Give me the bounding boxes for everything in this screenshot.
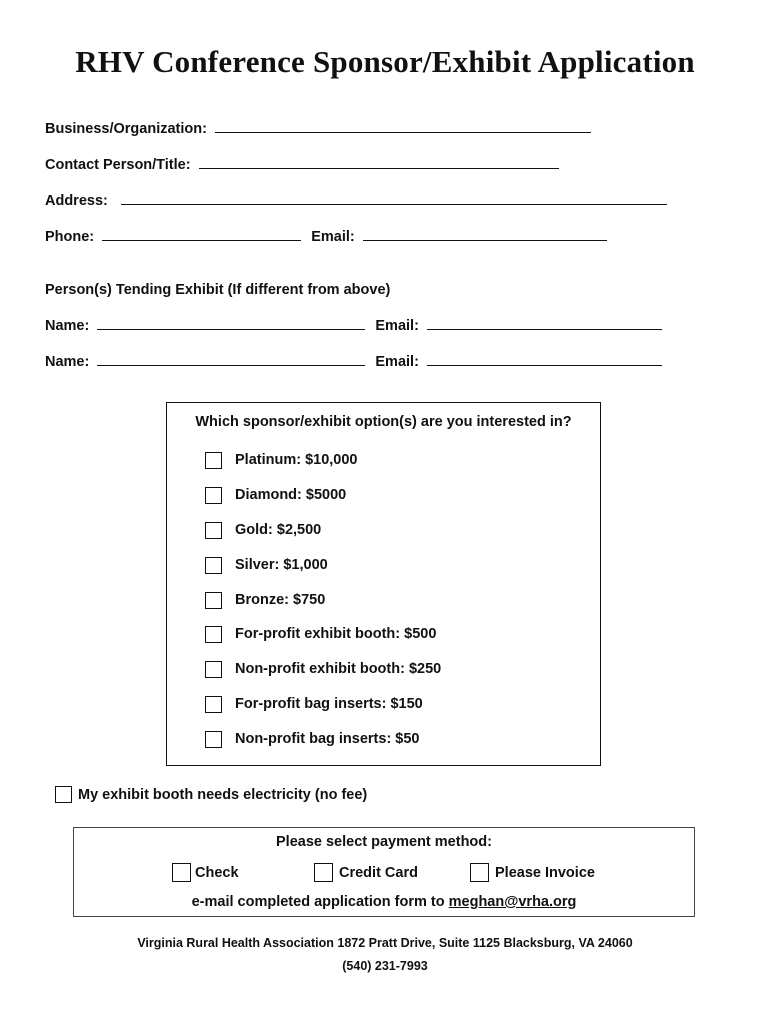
- payment-label: Please Invoice: [495, 864, 595, 881]
- option-platinum[interactable]: [205, 450, 358, 470]
- option-label: Bronze: $750: [235, 592, 326, 608]
- tending-row-1: [45, 317, 662, 334]
- checkbox[interactable]: [470, 863, 489, 882]
- contact-label: Contact Person/Title:: [45, 157, 191, 173]
- payment-check[interactable]: [172, 863, 239, 882]
- email-instruction: [74, 894, 694, 910]
- footer-phone: (540) 231-7993: [342, 959, 428, 973]
- sponsor-options-box: [166, 402, 601, 766]
- email-label: Email:: [375, 354, 419, 370]
- option-label: For-profit exhibit booth: $500: [235, 626, 437, 642]
- footer-address: 1872 Pratt Drive, Suite 1125 Blacksburg, VA 24060: [337, 936, 633, 950]
- payment-title: Please select payment method:: [276, 834, 492, 850]
- option-nonprofit-booth[interactable]: [205, 659, 441, 679]
- email-input-line[interactable]: [427, 353, 662, 366]
- checkbox[interactable]: [205, 592, 222, 609]
- payment-credit-card[interactable]: [314, 863, 418, 882]
- checkbox[interactable]: [205, 452, 222, 469]
- address-row: [45, 192, 667, 209]
- email-input-line[interactable]: [363, 228, 607, 241]
- option-gold[interactable]: [205, 520, 321, 540]
- checkbox[interactable]: [205, 731, 222, 748]
- option-silver[interactable]: [205, 555, 328, 575]
- business-label: Business/Organization:: [45, 121, 207, 137]
- address-input-line[interactable]: [121, 192, 667, 205]
- option-nonprofit-inserts[interactable]: [205, 729, 420, 749]
- phone-label: Phone:: [45, 229, 95, 245]
- payment-invoice[interactable]: [470, 863, 595, 882]
- option-forprofit-inserts[interactable]: [205, 694, 423, 714]
- checkbox[interactable]: [205, 522, 222, 539]
- payment-label: Check: [195, 864, 239, 881]
- payment-label: Credit Card: [339, 864, 418, 881]
- footer-address-line: [0, 936, 770, 950]
- name-label: Name:: [45, 354, 90, 370]
- checkbox[interactable]: [172, 863, 191, 882]
- business-input-line[interactable]: [215, 120, 591, 133]
- option-diamond[interactable]: [205, 485, 346, 505]
- option-forprofit-booth[interactable]: [205, 624, 436, 644]
- tending-heading: Person(s) Tending Exhibit (If different from above): [45, 282, 391, 298]
- option-label: Non-profit exhibit booth: $250: [235, 661, 442, 677]
- name-label: Name:: [45, 318, 90, 334]
- phone-email-row: [45, 228, 607, 245]
- name-input-line[interactable]: [97, 353, 365, 366]
- email-input-line[interactable]: [427, 317, 662, 330]
- option-label: Silver: $1,000: [235, 557, 328, 573]
- email-label: Email:: [311, 229, 355, 245]
- electricity-checkbox[interactable]: [55, 786, 72, 803]
- business-row: [45, 120, 591, 137]
- checkbox[interactable]: [205, 626, 222, 643]
- option-label: Diamond: $5000: [235, 487, 347, 503]
- contact-row: [45, 156, 559, 173]
- options-question: Which sponsor/exhibit option(s) are you interested in?: [195, 414, 572, 430]
- option-label: Gold: $2,500: [235, 522, 322, 538]
- option-label: Platinum: $10,000: [235, 452, 358, 468]
- checkbox[interactable]: [205, 661, 222, 678]
- option-label: For-profit bag inserts: $150: [235, 696, 423, 712]
- phone-input-line[interactable]: [102, 228, 301, 241]
- tending-row-2: [45, 353, 662, 370]
- option-label: Non-profit bag inserts: $50: [235, 731, 420, 747]
- name-input-line[interactable]: [97, 317, 365, 330]
- page-title: RHV Conference Sponsor/Exhibit Application: [75, 44, 695, 79]
- electricity-label: My exhibit booth needs electricity (no fee): [78, 786, 368, 803]
- contact-input-line[interactable]: [199, 156, 559, 169]
- electricity-option[interactable]: [55, 786, 367, 803]
- email-label: Email:: [375, 318, 419, 334]
- footer-org: Virginia Rural Health Association: [137, 936, 334, 950]
- checkbox[interactable]: [314, 863, 333, 882]
- checkbox[interactable]: [205, 696, 222, 713]
- checkbox[interactable]: [205, 487, 222, 504]
- email-instruction-text: e-mail completed application form to: [191, 894, 445, 910]
- option-bronze[interactable]: [205, 590, 325, 610]
- email-link[interactable]: meghan@vrha.org: [448, 894, 577, 910]
- checkbox[interactable]: [205, 557, 222, 574]
- payment-box: [73, 827, 695, 917]
- address-label: Address:: [45, 193, 108, 209]
